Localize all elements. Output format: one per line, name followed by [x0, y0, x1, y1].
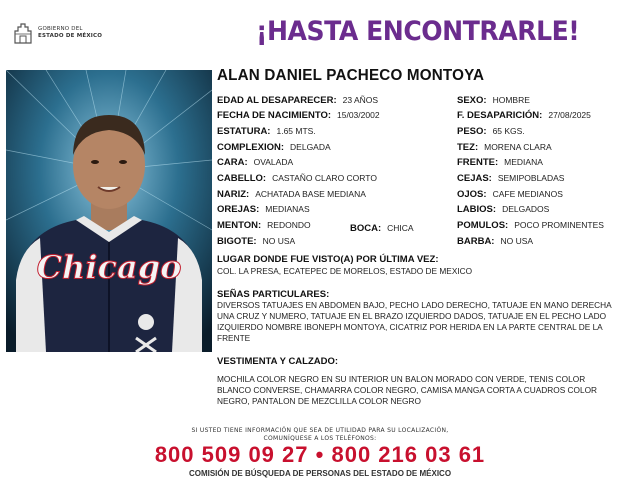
- field-cara: [217, 157, 293, 168]
- orejas-label: OREJAS:: [217, 204, 260, 215]
- cejas-label: CEJAS:: [457, 173, 492, 184]
- phone-separator: •: [315, 442, 325, 467]
- labios-value: DELGADOS: [502, 204, 550, 214]
- person-name: ALAN DANIEL PACHECO MONTOYA: [217, 67, 485, 84]
- frente-label: FRENTE:: [457, 157, 499, 168]
- contact-note-line-1: SI USTED TIENE INFORMACIÓN QUE SEA DE UTILIDAD PARA SU LOCALIZACIÓN,: [191, 427, 449, 434]
- cabello-label: CABELLO:: [217, 173, 267, 184]
- nariz-label: NARIZ:: [217, 189, 250, 200]
- contact-note-line-2: COMUNÍQUESE A LOS TELÉFONOS:: [263, 435, 377, 442]
- field-boca: [350, 223, 414, 234]
- field-ojos: [457, 189, 563, 200]
- commission-name: COMISIÓN DE BÚSQUEDA DE PERSONAS DEL ESTADO DE MÉXICO: [188, 469, 452, 478]
- barba-label: BARBA:: [457, 236, 495, 247]
- field-labios: [457, 204, 549, 215]
- field-menton: [217, 220, 311, 231]
- contact-note: [110, 427, 530, 443]
- field-cabello: [217, 173, 377, 184]
- nacimiento-label: FECHA DE NACIMIENTO:: [217, 110, 331, 121]
- field-estatura: [217, 126, 316, 137]
- bigote-value: NO USA: [262, 236, 296, 246]
- cabello-value: CASTAÑO CLARO CORTO: [272, 173, 377, 183]
- nariz-value: ACHATADA BASE MEDIANA: [255, 189, 366, 199]
- bigote-label: BIGOTE:: [217, 236, 257, 247]
- field-nariz: [217, 189, 366, 200]
- desaparicion-value: 27/08/2025: [548, 110, 591, 120]
- menton-label: MENTON:: [217, 220, 262, 231]
- peso-label: PESO:: [457, 126, 487, 137]
- pomulos-label: POMULOS:: [457, 220, 509, 231]
- boca-value: CHICA: [387, 223, 414, 233]
- lugar-title: LUGAR DONDE FUE VISTO(A) POR ÚLTIMA VEZ:: [217, 254, 439, 265]
- peso-value: 65 KGS.: [492, 126, 525, 136]
- nacimiento-value: 15/03/2002: [337, 110, 380, 120]
- field-bigote: [217, 236, 295, 247]
- vestimenta-text: MOCHILA COLOR NEGRO EN SU INTERIOR UN BALON MORADO CON VERDE, TENIS COLOR BLANCO CONVERSE, CHAMARRA COLOR NEGRO, CAMISA MANGA CORTA A CUADROS COLOR NEGRO, PANTALON DE MEZCLILLA COLOR NEGRO: [217, 374, 598, 406]
- logo-line-2: ESTADO DE MÉXICO: [38, 33, 103, 39]
- field-peso: [457, 126, 525, 137]
- orejas-value: MEDIANAS: [265, 204, 310, 214]
- boca-label: BOCA:: [350, 223, 382, 234]
- menton-value: REDONDO: [267, 220, 311, 230]
- field-frente: [457, 157, 543, 168]
- desaparicion-label: F. DESAPARICIÓN:: [457, 110, 543, 121]
- state-emblem-icon: [12, 21, 34, 45]
- vestimenta-title: VESTIMENTA Y CALZADO:: [217, 356, 339, 367]
- lugar-text: COL. LA PRESA, ECATEPEC DE MORELOS, ESTADO DE MEXICO: [217, 266, 473, 276]
- cara-label: CARA:: [217, 157, 248, 168]
- field-nacimiento: [217, 110, 380, 121]
- frente-value: MEDIANA: [504, 157, 543, 167]
- government-logo: [12, 20, 122, 46]
- ojos-label: OJOS:: [457, 189, 487, 200]
- sexo-value: HOMBRE: [492, 95, 530, 105]
- edad-label: EDAD AL DESAPARECER:: [217, 95, 337, 106]
- senas-text: DIVERSOS TATUAJES EN ABDOMEN BAJO, PECHO LADO DERECHO, TATUAJE EN MANO DERECHA UNA CRUZ Y NUMERO, TATUAJE EN EL BRAZO IZQUIERDO DADOS, TATUAJE EN EL PECHO LADO IZQUIERDO NOMBRE IBONEPH MONTOYA, CICATRIZ POR HERIDA EN LA PARTE CENTRAL DE LA FRENTE: [217, 300, 612, 343]
- field-desaparicion: [457, 110, 591, 121]
- field-edad: [217, 95, 378, 106]
- senas-title: SEÑAS PARTICULARES:: [217, 289, 330, 300]
- pomulos-value: POCO PROMINENTES: [514, 220, 604, 230]
- tez-label: TEZ:: [457, 142, 479, 153]
- estatura-label: ESTATURA:: [217, 126, 271, 137]
- field-tez: [457, 142, 552, 153]
- headline: ¡HASTA ENCONTRARLE!: [256, 16, 580, 47]
- estatura-value: 1.65 MTS.: [276, 126, 316, 136]
- logo-line-1: GOBIERNO DEL: [38, 26, 83, 32]
- person-photo-illustration: [6, 70, 212, 352]
- labios-label: LABIOS:: [457, 204, 497, 215]
- field-pomulos: [457, 220, 604, 231]
- complexion-label: COMPLEXION:: [217, 142, 285, 153]
- phone-number-1[interactable]: 800 509 09 27: [154, 442, 309, 467]
- field-barba: [457, 236, 533, 247]
- field-complexion: [217, 142, 331, 153]
- field-orejas: [217, 204, 310, 215]
- cejas-value: SEMIPOBLADAS: [497, 173, 565, 183]
- jacket-lettering: Chicago: [36, 248, 182, 286]
- sexo-label: SEXO:: [457, 95, 487, 106]
- edad-value: 23 AÑOS: [342, 95, 379, 105]
- cara-value: OVALADA: [253, 157, 294, 167]
- ojos-value: CAFE MEDIANOS: [492, 189, 563, 199]
- complexion-value: DELGADA: [290, 142, 331, 152]
- phone-numbers: [100, 442, 540, 468]
- person-photo: [6, 70, 212, 352]
- phone-number-2[interactable]: 800 216 03 61: [331, 442, 486, 467]
- tez-value: MORENA CLARA: [484, 142, 552, 152]
- field-cejas: [457, 173, 564, 184]
- field-sexo: [457, 95, 530, 106]
- barba-value: NO USA: [500, 236, 534, 246]
